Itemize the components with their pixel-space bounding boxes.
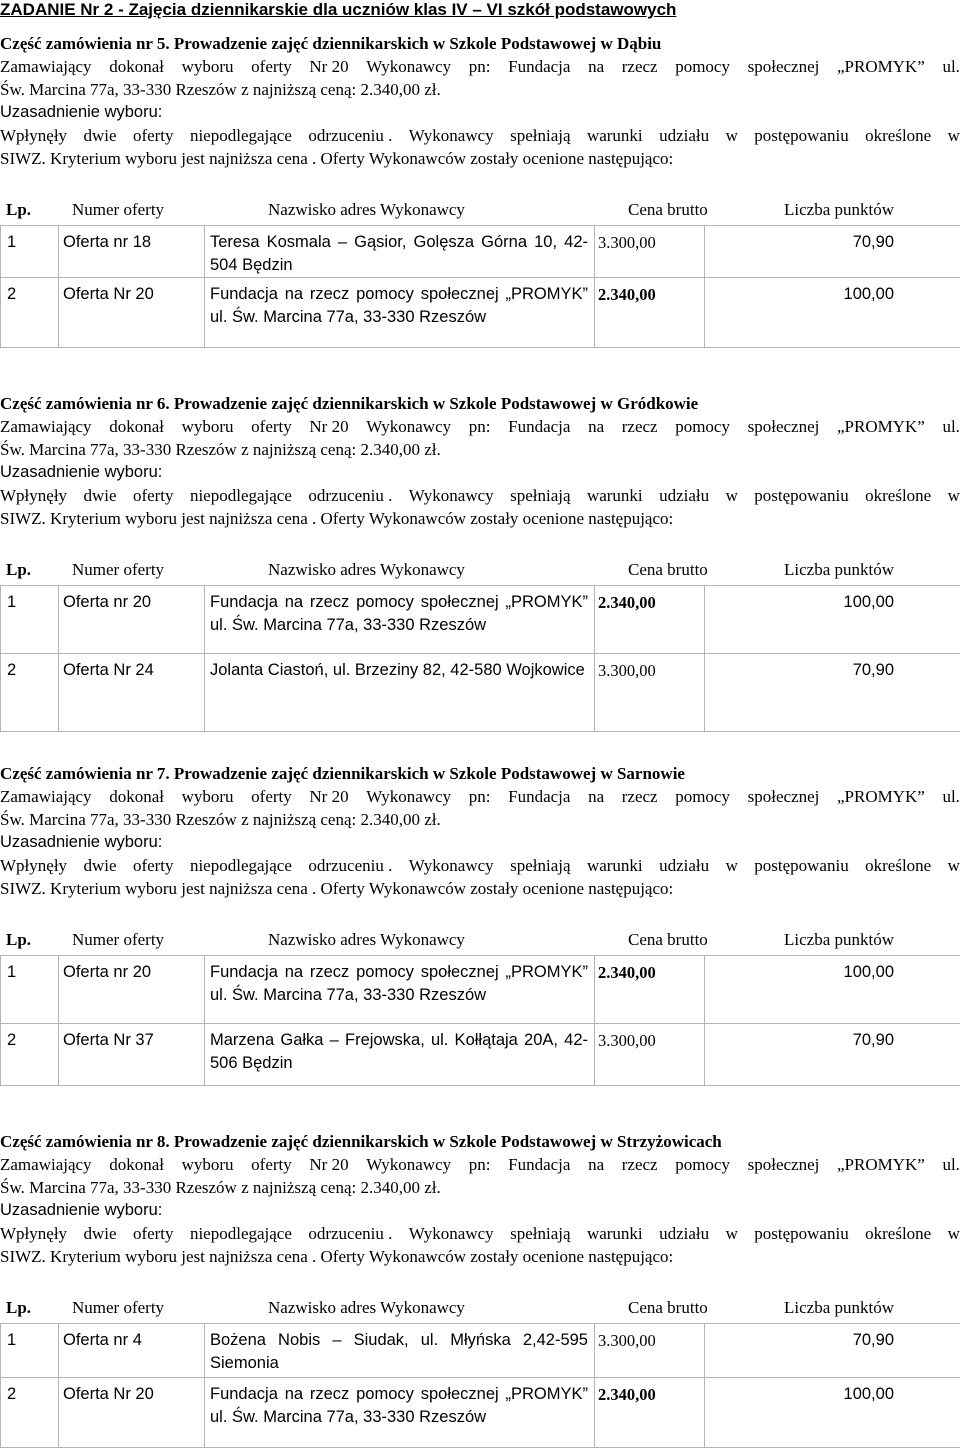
- reason-line-1: [0, 484, 960, 507]
- award-word: Fundacja: [508, 57, 571, 76]
- cell-name: Teresa Kosmala – Gąsior, Golęsza Górna 10, 42-504 Będzin: [205, 226, 595, 278]
- award-word: Wykonawcy: [366, 417, 452, 436]
- section-name: Prowadzenie zajęć dziennikarskich w Szkole Podstawowej w Strzyżowicach: [173, 1132, 722, 1151]
- award-word: rzecz: [621, 1155, 658, 1174]
- reason-word: Wykonawcy: [408, 1224, 494, 1243]
- award-word: na: [588, 57, 605, 76]
- award-word: ul.: [942, 417, 960, 436]
- cell-name: Jolanta Ciastoń, ul. Brzeziny 82, 42-580 Wojkowice: [205, 654, 595, 732]
- table-header: [0, 925, 960, 955]
- reason-label: Uzasadnienie wyboru:: [0, 1201, 163, 1219]
- reason-word: oferty: [132, 856, 174, 875]
- reason-word: warunki: [586, 486, 643, 505]
- reason-word: dwie: [83, 126, 117, 145]
- reason-line-2: SIWZ. Kryterium wyboru jest najniższa cena . Oferty Wykonawców zostały ocenione następująco:: [0, 1247, 674, 1266]
- award-word: ul.: [942, 57, 960, 76]
- reason-word: w: [725, 1224, 738, 1243]
- offers-table: [0, 225, 960, 348]
- award-word: społecznej: [747, 57, 820, 76]
- reason-word: Wpłynęły: [0, 1224, 68, 1243]
- reason-word: w: [947, 126, 960, 145]
- award-word: oferty: [251, 787, 292, 806]
- award-word: społecznej: [747, 1155, 820, 1174]
- award-word: Nr 20: [309, 1155, 349, 1174]
- reason-word: udziału: [659, 126, 710, 145]
- award-word: na: [588, 417, 605, 436]
- reason-word: w: [725, 486, 738, 505]
- award-word: wyboru: [181, 1155, 234, 1174]
- award-word: Fundacja: [508, 417, 571, 436]
- reason-word: określone: [865, 486, 932, 505]
- cell-points: 70,90: [705, 226, 960, 278]
- reason-line-2: SIWZ. Kryterium wyboru jest najniższa cena . Oferty Wykonawców zostały ocenione następująco:: [0, 879, 674, 898]
- col-points: Liczba punktów: [784, 1298, 894, 1317]
- reason-word: warunki: [586, 856, 643, 875]
- cell-number: Oferta Nr 24: [59, 654, 205, 732]
- reason-word: odrzuceniu .: [308, 126, 393, 145]
- award-line-1: [0, 415, 960, 438]
- reason-word: w: [725, 856, 738, 875]
- cell-points: 100,00: [705, 278, 960, 348]
- reason-word: w: [947, 856, 960, 875]
- reason-word: Wykonawcy: [408, 856, 494, 875]
- col-price: Cena brutto: [628, 930, 708, 949]
- reason-label: Uzasadnienie wyboru:: [0, 103, 163, 121]
- reason-word: spełniają: [510, 856, 571, 875]
- reason-line-1: [0, 124, 960, 147]
- award-line-2: Św. Marcina 77a, 33-330 Rzeszów z najniższą ceną: 2.340,00 zł.: [0, 810, 441, 829]
- cell-price: 3.300,00: [595, 1324, 705, 1378]
- cell-name: Marzena Gałka – Frejowska, ul. Kołłątaja 20A, 42-506 Będzin: [205, 1024, 595, 1086]
- cell-price: 3.300,00: [595, 226, 705, 278]
- reason-word: udziału: [659, 1224, 710, 1243]
- section-label: Część zamówienia nr 7.: [0, 764, 170, 783]
- reason-line-1: [0, 854, 960, 877]
- cell-lp: 1: [1, 956, 59, 1024]
- reason-word: spełniają: [510, 486, 571, 505]
- reason-word: w: [947, 486, 960, 505]
- col-price: Cena brutto: [628, 200, 708, 219]
- award-word: rzecz: [621, 417, 658, 436]
- cell-lp: 2: [1, 654, 59, 732]
- cell-points: 100,00: [705, 1378, 960, 1448]
- table-row: [1, 278, 960, 348]
- col-name: Nazwisko adres Wykonawcy: [268, 1298, 465, 1317]
- reason-line-2: SIWZ. Kryterium wyboru jest najniższa cena . Oferty Wykonawców zostały ocenione następująco:: [0, 149, 674, 168]
- award-word: rzecz: [621, 57, 658, 76]
- table-row: [1, 586, 960, 654]
- reason-word: oferty: [132, 486, 174, 505]
- table-header: [0, 195, 960, 225]
- cell-name: Fundacja na rzecz pomocy społecznej „PROMYK” ul. Św. Marcina 77a, 33-330 Rzeszów: [205, 586, 595, 654]
- reason-word: postępowaniu: [754, 856, 849, 875]
- award-line-1: [0, 785, 960, 808]
- reason-word: określone: [865, 1224, 932, 1243]
- award-word: pomocy: [675, 417, 730, 436]
- cell-lp: 2: [1, 278, 59, 348]
- reason-word: odrzuceniu .: [308, 1224, 393, 1243]
- section-label: Część zamówienia nr 6.: [0, 394, 170, 413]
- award-word: Nr 20: [309, 417, 349, 436]
- table-header: [0, 1293, 960, 1323]
- reason-word: Wykonawcy: [408, 486, 494, 505]
- award-word: społecznej: [747, 417, 820, 436]
- award-word: Fundacja: [508, 787, 571, 806]
- award-word: Zamawiający: [0, 57, 92, 76]
- offers-table: [0, 1323, 960, 1448]
- award-word: rzecz: [621, 787, 658, 806]
- reason-word: Wykonawcy: [408, 126, 494, 145]
- col-points: Liczba punktów: [784, 560, 894, 579]
- section-name: Prowadzenie zajęć dziennikarskich w Szkole Podstawowej w Dąbiu: [173, 34, 662, 53]
- cell-lp: 2: [1, 1378, 59, 1448]
- table-row: [1, 1378, 960, 1448]
- reason-line-1: [0, 1222, 960, 1245]
- award-word: oferty: [251, 417, 292, 436]
- award-word: pn:: [468, 57, 491, 76]
- award-word: „PROMYK”: [836, 417, 925, 436]
- reason-word: spełniają: [510, 1224, 571, 1243]
- cell-points: 70,90: [705, 654, 960, 732]
- reason-word: w: [725, 126, 738, 145]
- award-word: Zamawiający: [0, 417, 92, 436]
- award-word: Zamawiający: [0, 1155, 92, 1174]
- col-price: Cena brutto: [628, 1298, 708, 1317]
- reason-word: Wpłynęły: [0, 486, 68, 505]
- award-word: oferty: [251, 1155, 292, 1174]
- award-word: pomocy: [675, 57, 730, 76]
- award-word: Wykonawcy: [366, 57, 452, 76]
- table-row: [1, 1024, 960, 1086]
- cell-points: 70,90: [705, 1024, 960, 1086]
- award-word: wyboru: [181, 57, 234, 76]
- col-name: Nazwisko adres Wykonawcy: [268, 930, 465, 949]
- award-word: „PROMYK”: [836, 1155, 925, 1174]
- award-word: pn:: [468, 417, 491, 436]
- reason-word: warunki: [586, 1224, 643, 1243]
- table-row: [1, 226, 960, 278]
- reason-word: Wpłynęły: [0, 126, 68, 145]
- reason-word: w: [947, 1224, 960, 1243]
- cell-points: 70,90: [705, 1324, 960, 1378]
- cell-lp: 1: [1, 1324, 59, 1378]
- award-word: Wykonawcy: [366, 787, 452, 806]
- col-number: Numer oferty: [72, 200, 165, 219]
- reason-word: niepodlegające: [189, 126, 292, 145]
- section-title: [0, 1130, 722, 1153]
- col-number: Numer oferty: [72, 560, 165, 579]
- col-lp: Lp.: [6, 930, 32, 949]
- cell-number: Oferta nr 20: [59, 956, 205, 1024]
- col-lp: Lp.: [6, 560, 32, 579]
- col-price: Cena brutto: [628, 560, 708, 579]
- award-word: „PROMYK”: [836, 57, 925, 76]
- award-word: na: [588, 787, 605, 806]
- cell-points: 100,00: [705, 956, 960, 1024]
- reason-word: spełniają: [510, 126, 571, 145]
- cell-price: 3.300,00: [595, 654, 705, 732]
- award-word: pomocy: [675, 1155, 730, 1174]
- award-word: dokonał: [109, 417, 164, 436]
- cell-price: 3.300,00: [595, 1024, 705, 1086]
- cell-price: 2.340,00: [595, 278, 705, 348]
- reason-word: odrzuceniu .: [308, 856, 393, 875]
- cell-lp: 2: [1, 1024, 59, 1086]
- table-row: [1, 956, 960, 1024]
- col-points: Liczba punktów: [784, 930, 894, 949]
- section-title: [0, 32, 661, 55]
- offers-table: [0, 585, 960, 732]
- award-line-1: [0, 55, 960, 78]
- reason-word: niepodlegające: [189, 486, 292, 505]
- award-line-2: Św. Marcina 77a, 33-330 Rzeszów z najniższą ceną: 2.340,00 zł.: [0, 1178, 441, 1197]
- col-name: Nazwisko adres Wykonawcy: [268, 200, 465, 219]
- cell-number: Oferta nr 4: [59, 1324, 205, 1378]
- table-header: [0, 555, 960, 585]
- col-lp: Lp.: [6, 200, 32, 219]
- reason-word: postępowaniu: [754, 126, 849, 145]
- award-word: ul.: [942, 787, 960, 806]
- award-word: wyboru: [181, 417, 234, 436]
- section-title: [0, 392, 698, 415]
- section-title: [0, 762, 685, 785]
- col-points: Liczba punktów: [784, 200, 894, 219]
- reason-word: Wpłynęły: [0, 856, 68, 875]
- cell-name: Bożena Nobis – Siudak, ul. Młyńska 2,42-595 Siemonia: [205, 1324, 595, 1378]
- reason-word: określone: [865, 126, 932, 145]
- cell-lp: 1: [1, 586, 59, 654]
- award-word: na: [588, 1155, 605, 1174]
- section-label: Część zamówienia nr 5.: [0, 34, 170, 53]
- award-word: Fundacja: [508, 1155, 571, 1174]
- cell-number: Oferta Nr 20: [59, 1378, 205, 1448]
- award-word: dokonał: [109, 1155, 164, 1174]
- cell-number: Oferta nr 18: [59, 226, 205, 278]
- award-word: dokonał: [109, 787, 164, 806]
- reason-word: postępowaniu: [754, 1224, 849, 1243]
- section-name: Prowadzenie zajęć dziennikarskich w Szkole Podstawowej w Sarnowie: [173, 764, 685, 783]
- section-name: Prowadzenie zajęć dziennikarskich w Szkole Podstawowej w Gródkowie: [173, 394, 699, 413]
- award-word: Wykonawcy: [366, 1155, 452, 1174]
- reason-label: Uzasadnienie wyboru:: [0, 463, 163, 481]
- reason-word: niepodlegające: [189, 1224, 292, 1243]
- award-line-1: [0, 1153, 960, 1176]
- cell-name: Fundacja na rzecz pomocy społecznej „PROMYK” ul. Św. Marcina 77a, 33-330 Rzeszów: [205, 1378, 595, 1448]
- cell-name: Fundacja na rzecz pomocy społecznej „PROMYK” ul. Św. Marcina 77a, 33-330 Rzeszów: [205, 278, 595, 348]
- col-lp: Lp.: [6, 1298, 32, 1317]
- reason-word: oferty: [132, 126, 174, 145]
- cell-price: 2.340,00: [595, 956, 705, 1024]
- reason-word: określone: [865, 856, 932, 875]
- col-number: Numer oferty: [72, 930, 165, 949]
- award-word: Nr 20: [309, 57, 349, 76]
- award-word: Zamawiający: [0, 787, 92, 806]
- award-word: oferty: [251, 57, 292, 76]
- award-line-2: Św. Marcina 77a, 33-330 Rzeszów z najniższą ceną: 2.340,00 zł.: [0, 440, 441, 459]
- award-word: Nr 20: [309, 787, 349, 806]
- award-word: społecznej: [747, 787, 820, 806]
- col-name: Nazwisko adres Wykonawcy: [268, 560, 465, 579]
- award-word: pomocy: [675, 787, 730, 806]
- award-line-2: Św. Marcina 77a, 33-330 Rzeszów z najniższą ceną: 2.340,00 zł.: [0, 80, 441, 99]
- reason-word: odrzuceniu .: [308, 486, 393, 505]
- reason-word: dwie: [83, 856, 117, 875]
- cell-price: 2.340,00: [595, 1378, 705, 1448]
- award-word: dokonał: [109, 57, 164, 76]
- award-word: pn:: [468, 787, 491, 806]
- reason-word: udziału: [659, 486, 710, 505]
- reason-word: postępowaniu: [754, 486, 849, 505]
- award-word: pn:: [468, 1155, 491, 1174]
- cell-lp: 1: [1, 226, 59, 278]
- reason-word: dwie: [83, 486, 117, 505]
- reason-line-2: SIWZ. Kryterium wyboru jest najniższa cena . Oferty Wykonawców zostały ocenione następująco:: [0, 509, 674, 528]
- reason-word: warunki: [586, 126, 643, 145]
- cell-points: 100,00: [705, 586, 960, 654]
- cell-name: Fundacja na rzecz pomocy społecznej „PROMYK” ul. Św. Marcina 77a, 33-330 Rzeszów: [205, 956, 595, 1024]
- document-header: ZADANIE Nr 2 - Zajęcia dziennikarskie dla uczniów klas IV – VI szkół podstawowych: [0, 0, 677, 19]
- col-number: Numer oferty: [72, 1298, 165, 1317]
- reason-word: niepodlegające: [189, 856, 292, 875]
- award-word: wyboru: [181, 787, 234, 806]
- award-word: „PROMYK”: [836, 787, 925, 806]
- table-row: [1, 1324, 960, 1378]
- award-word: ul.: [942, 1155, 960, 1174]
- cell-number: Oferta Nr 37: [59, 1024, 205, 1086]
- cell-number: Oferta Nr 20: [59, 278, 205, 348]
- reason-label: Uzasadnienie wyboru:: [0, 833, 163, 851]
- table-row: [1, 654, 960, 732]
- reason-word: oferty: [132, 1224, 174, 1243]
- reason-word: udziału: [659, 856, 710, 875]
- reason-word: dwie: [83, 1224, 117, 1243]
- offers-table: [0, 955, 960, 1086]
- cell-price: 2.340,00: [595, 586, 705, 654]
- cell-number: Oferta nr 20: [59, 586, 205, 654]
- section-label: Część zamówienia nr 8.: [0, 1132, 170, 1151]
